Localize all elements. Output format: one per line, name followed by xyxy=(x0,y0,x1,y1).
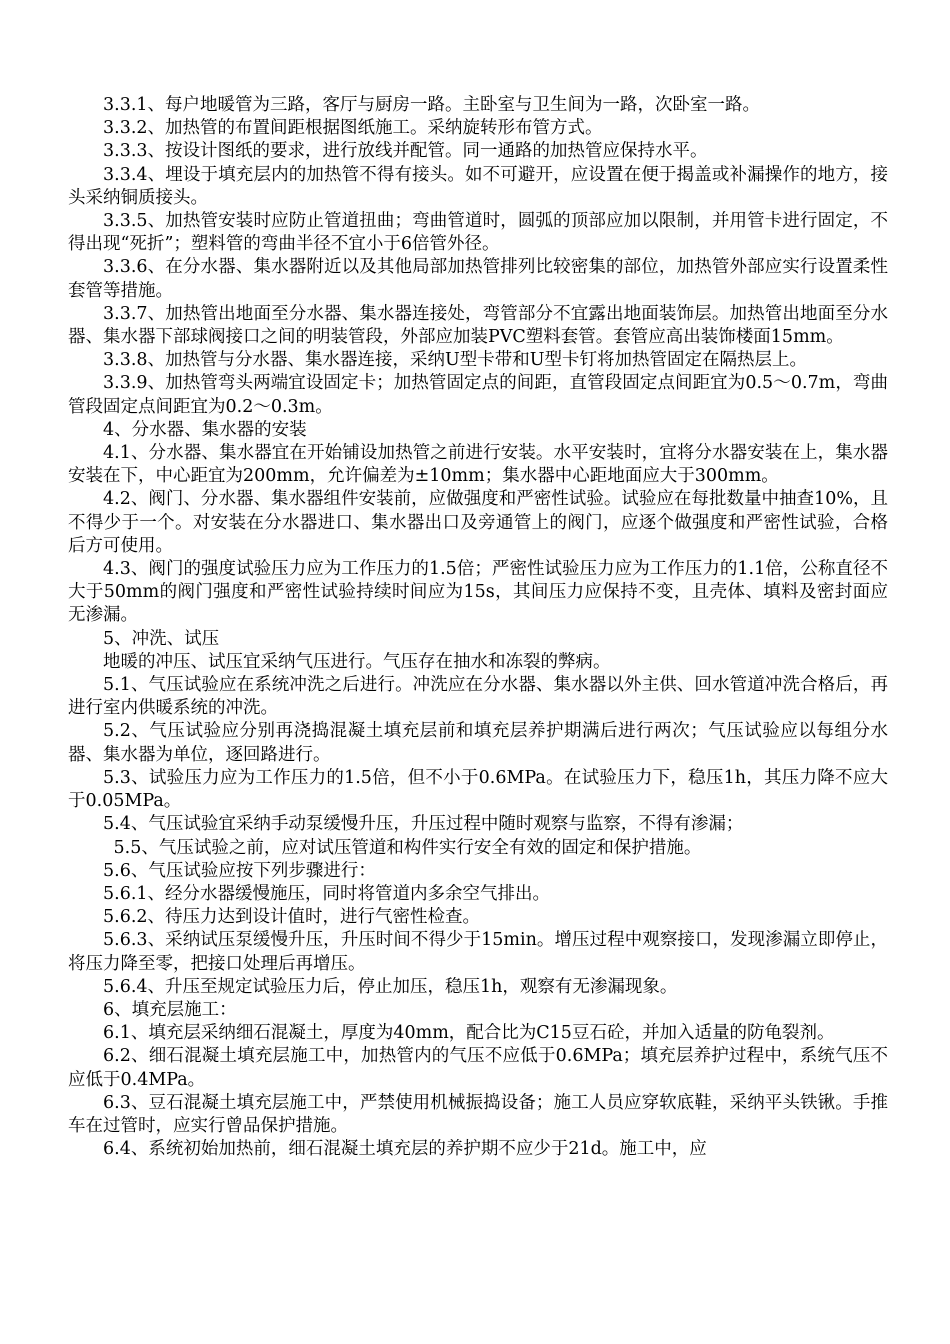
paragraph-3-3-8: 3.3.8、加热管与分水器、集水器连接，采纳U型卡带和U型卡钉将加热管固定在隔热层上。 xyxy=(103,350,808,371)
paragraph-3-3-2: 3.3.2、加热管的布置间距根据图纸施工。采纳旋转形布管方式。 xyxy=(103,118,603,139)
paragraph-5-2: 5.2、气压试验应分别再浇捣混凝土填充层前和填充层养护期满后进行两次；气压试验应以每组分水器、集水器为单位，逐回路进行。 xyxy=(68,721,888,765)
paragraph-5-5: 5.5、气压试验之前，应对试压管道和构件实行安全有效的固定和保护措施。 xyxy=(113,837,702,858)
paragraph-4-2: 4.2、阀门、分水器、集水器组件安装前，应做强度和严密性试验。试验应在每批数量中抽查10%，且不得少于一个。对安装在分水器进口、集水器出口及旁通管上的阀门，应逐个做强度和严密性试验，合格后方可使用。 xyxy=(68,489,888,556)
section-heading-5: 5、冲洗、试压 xyxy=(103,628,220,649)
paragraph-3-3-6: 3.3.6、在分水器、集水器附近以及其他局部加热管排列比较密集的部位，加热管外部应实行设置柔性套管等措施。 xyxy=(68,257,888,301)
paragraph-5-4: 5.4、气压试验宜采纳手动泵缓慢升压，升压过程中随时观察与监察，不得有渗漏； xyxy=(103,814,744,835)
paragraph-6-4: 6.4、系统初始加热前，细石混凝土填充层的养护期不应少于21d。施工中，应 xyxy=(103,1139,707,1160)
paragraph-5-6-1: 5.6.1、经分水器缓慢施压，同时将管道内多余空气排出。 xyxy=(103,883,551,904)
paragraph-3-3-1: 3.3.1、每户地暖管为三路，客厅与厨房一路。主卧室与卫生间为一路，次卧室一路。 xyxy=(103,95,761,115)
section-heading-6: 6、填充层施工： xyxy=(103,999,237,1020)
paragraph-3-3-7: 3.3.7、加热管出地面至分水器、集水器连接处，弯管部分不宜露出地面装饰层。加热管出地面至分水器、集水器下部球阀接口之间的明装管段，外部应加装PVC塑料套管。套管应高出装饰楼面15mm。 xyxy=(68,303,888,348)
paragraph-3-3-4: 3.3.4、埋设于填充层内的加热管不得有接头。如不可避开，应设置在便于揭盖或补漏操作的地方，接头采纳铜质接头。 xyxy=(68,164,888,208)
paragraph-5-6-4: 5.6.4、升压至规定试验压力后，停止加压，稳压1h，观察有无渗漏现象。 xyxy=(103,976,678,997)
paragraph-3-3-3: 3.3.3、按设计图纸的要求，进行放线并配管。同一通路的加热管应保持水平。 xyxy=(103,141,708,162)
paragraph-6-1: 6.1、填充层采纳细石混凝土，厚度为40mm，配合比为C15豆石砼，并加入适量的防龟裂剂。 xyxy=(103,1023,835,1044)
paragraph-5-1: 5.1、气压试验应在系统冲洗之后进行。冲洗应在分水器、集水器以外主供、回水管道冲洗合格后，再进行室内供暖系统的冲洗。 xyxy=(68,675,888,719)
paragraph-5-6-3: 5.6.3、采纳试压泵缓慢升压，升压时间不得少于15min。增压过程中观察接口，发现渗漏立即停止，将压力降至零，把接口处理后再增压。 xyxy=(68,930,888,974)
paragraph-5-3: 5.3、试验压力应为工作压力的1.5倍，但不小于0.6MPa。在试验压力下，稳压1h，其压力降不应大于0.05MPa。 xyxy=(68,767,888,812)
paragraph-6-3: 6.3、豆石混凝土填充层施工中，严禁使用机械振捣设备；施工人员应穿软底鞋，采纳平头铁锹。手推车在过管时，应实行曾品保护措施。 xyxy=(68,1092,888,1136)
paragraph-5-6-2: 5.6.2、待压力达到设计值时，进行气密性检查。 xyxy=(103,907,481,928)
paragraph-5-intro: 地暖的冲压、试压宜采纳气压进行。气压存在抽水和冻裂的弊病。 xyxy=(103,651,611,672)
paragraph-4-3: 4.3、阀门的强度试验压力应为工作压力的1.5倍；严密性试验压力应为工作压力的1.1倍，公称直径不大于50mm的阀门强度和严密性试验持续时间应为15s，其间压力应保持不变，且壳体、填料及密封面应无渗漏。 xyxy=(68,559,888,626)
paragraph-6-2: 6.2、细石混凝土填充层施工中，加热管内的气压不应低于0.6MPa；填充层养护过程中，系统气压不应低于0.4MPa。 xyxy=(68,1046,888,1090)
document-page xyxy=(68,94,888,1161)
section-heading-4: 4、分水器、集水器的安装 xyxy=(103,419,307,440)
paragraph-3-3-5: 3.3.5、加热管安装时应防止管道扭曲；弯曲管道时，圆弧的顶部应加以限制，并用管卡进行固定，不得出现“死折”；塑料管的弯曲半径不宜小于6倍管外径。 xyxy=(68,211,888,255)
paragraph-3-3-9: 3.3.9、加热管弯头两端宜设固定卡；加热管固定点的间距，直管段固定点间距宜为0.5～0.7m，弯曲管段固定点间距宜为0.2～0.3m。 xyxy=(68,373,888,417)
paragraph-5-6: 5.6、气压试验应按下列步骤进行： xyxy=(103,860,376,881)
paragraph-4-1: 4.1、分水器、集水器宜在开始铺设加热管之前进行安装。水平安装时，宜将分水器安装在上，集水器安装在下，中心距宜为200mm，允许偏差为±10mm；集水器中心距地面应大于300mm。 xyxy=(68,443,888,487)
